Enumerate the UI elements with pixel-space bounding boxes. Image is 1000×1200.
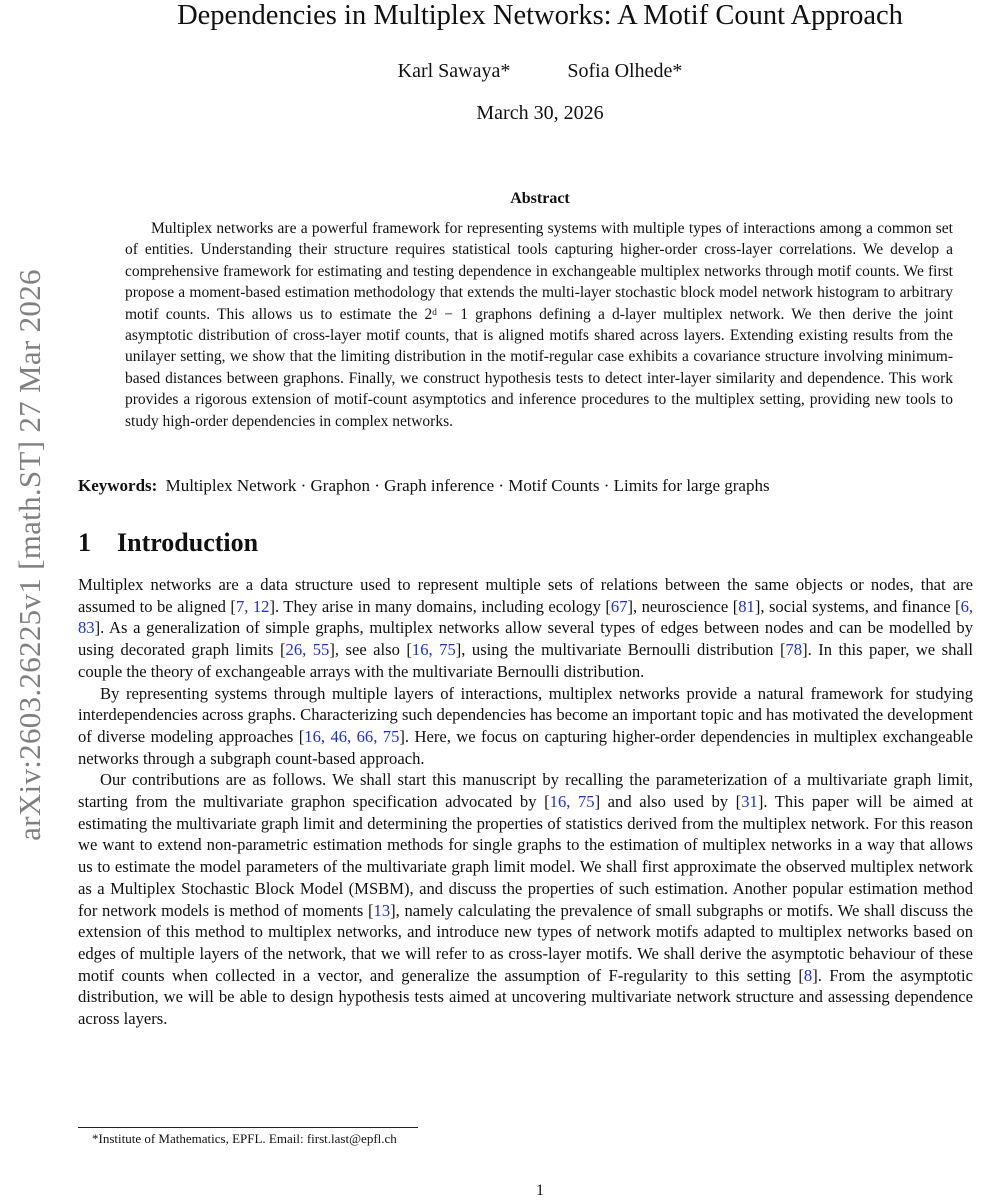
footnote: *Institute of Mathematics, EPFL. Email: first.last@epfl.ch [92,1131,397,1146]
text-run: ]. This paper will be aimed at estimating the multivariate graph limit and determining the properties of statistics derived from the multiplex network. For this reason we want to extend non-parametric estimation methods for single graphs to the estimation of multiplex networks in a way that allows us to estimate the model parameters of the multivariate graph limit model. We shall first approximate the observed multiplex network as a Multiplex Stochastic Block Model (MSBM), and discuss the properties of such estimation. Another popular estimation method for network models is method of moments [ [78,792,974,920]
text-run: ], see also [ [329,640,412,660]
citation-link[interactable]: 31 [741,792,758,812]
page-number: 1 [536,1182,544,1199]
citation-link[interactable]: 8 [803,965,813,985]
text-run: ]. Here, we focus on capturing higher-order dependencies in multiplex exchangeable networks through a subgraph count-based approach. [78,726,973,768]
paragraph-1 [78,574,973,683]
text-run: ] and also used by [ [594,792,742,812]
citation-link[interactable]: 6, 83 [78,596,974,638]
text-run: Our contributions are as follows. We shall start this manuscript by recalling the parameterization of a multivariate graph limit, starting from the multivariate graphon specification advocated by [ [78,770,973,812]
citation-link[interactable]: 16, 75 [411,640,456,660]
abstract-heading: Abstract [510,190,570,207]
citation-link[interactable]: 16, 46, 66, 75 [304,726,400,746]
text-run: Multiplex networks are a data structure used to represent multiple sets of relations between the same objects or nodes, that are assumed to be aligned [ [78,575,973,616]
text-run: ], neuroscience [ [627,596,739,616]
keywords-list: Multiplex Network · Graphon · Graph inference · Motif Counts · Limits for large graphs [165,476,770,495]
text-run: ], using the multivariate Bernoulli distribution [ [455,640,786,660]
section-number: 1 [78,528,91,557]
citation-link[interactable]: 26, 55 [285,640,330,660]
paper-title: Dependencies in Multiplex Networks: A Motif Count Approach [177,0,903,31]
text-run: ]. They arise in many domains, including ecology [ [269,596,611,616]
text-run: ], namely calculating the prevalence of small subgraphs or motifs. We shall discuss the extension of this method to multiplex networks, and introduce new types of network motifs adapted to multiplex networks based on edges of multiple layers of the network, that we will refer to as cross-layer motifs. We shall derive the asymptotic behaviour of these motif counts when collected in a vector, and generalize the assumption of F-regularity to this setting [ [78,900,973,985]
author-2: Sofia Olhede* [567,60,683,82]
paragraph-3 [78,769,973,1029]
keywords-line [78,476,978,496]
paragraph-2 [78,683,973,770]
citation-link[interactable]: 78 [785,640,803,660]
publication-date: March 30, 2026 [476,102,604,124]
text-run: ]. In this paper, we shall couple the theory of exchangeable arrays with the multivariate Bernoulli distribution. [78,640,974,681]
abstract-text: Multiplex networks are a powerful framework for representing systems with multiple types of interactions among a common set of entities. Understanding their structure requires statistical tools capturing higher-order cross-layer correlations. We develop a comprehensive framework for estimating and testing dependence in exchangeable multiplex networks through motif counts. We first propose a moment-based estimation methodology that extends the multi-layer stochastic block model network histogram to arbitrary motif counts. This allows us to estimate the 2ᵈ − 1 graphons defining a d-layer multiplex network. We then derive the joint asymptotic distribution of cross-layer motif counts, that is aligned motifs shared across layers. Extending existing results from the unilayer setting, we show that the limiting distribution in the motif-regular case exhibits a covariance structure involving minimum-based distances between graphons. Finally, we construct hypothesis tests to detect inter-layer similarity and dependence. This work provides a rigorous extension of motif-count asymptotics and inference procedures to the multiplex setting, providing new tools to study high-order dependencies in complex networks. [125,220,953,430]
text-run: ]. From the asymptotic distribution, we will be able to design hypothesis tests aimed at uncovering multivariate network structure and assessing dependence across layers. [78,965,974,1029]
citation-link[interactable]: 7, 12 [235,596,270,616]
text-run: ]. As a generalization of simple graphs, multiplex networks allow several types of edges between nodes and can be modelled by using decorated graph limits [ [78,618,973,660]
text-run: By representing systems through multiple layers of interactions, multiplex networks provide a natural framework for studying interdependencies across graphs. Characterizing such dependencies has become an important topic and has motivated the development of diverse modeling approaches [ [78,683,973,746]
author-list [0,60,1000,83]
text-run: ], social systems, and finance [ [754,596,961,616]
arxiv-id-text: arXiv:2603.26225v1 [math.ST] 27 Mar 2026 [12,269,47,841]
citation-link[interactable]: 81 [738,596,755,616]
citation-link[interactable]: 13 [373,900,391,920]
arxiv-sidebar-identifier [0,180,58,930]
author-1: Karl Sawaya* [397,60,511,82]
footnote-rule [78,1127,418,1128]
section-title: Introduction [117,528,259,557]
citation-link[interactable]: 67 [610,596,628,616]
section-heading [78,528,258,558]
citation-link[interactable]: 16, 75 [549,792,595,812]
keywords-label: Keywords: [78,476,158,495]
section-body [78,574,973,1030]
